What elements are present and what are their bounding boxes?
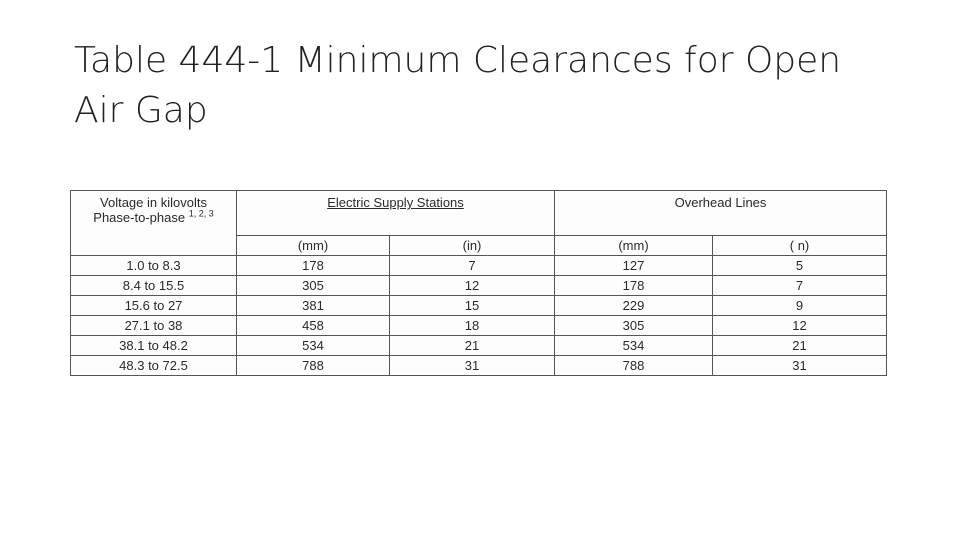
- voltage-header-line1: Voltage in kilovolts: [100, 195, 207, 210]
- ol-in-cell: 7: [713, 276, 887, 296]
- table-row: [71, 256, 887, 276]
- voltage-header-footnotes: 1, 2, 3: [188, 208, 214, 219]
- clearance-table-image: [70, 190, 886, 372]
- ess-mm-cell: 534: [237, 336, 390, 356]
- ol-in-cell: 31: [713, 356, 887, 376]
- group-header-overhead-lines: Overhead Lines: [674, 195, 767, 210]
- ess-mm-cell: 381: [237, 296, 390, 316]
- table-row: [71, 276, 887, 296]
- voltage-cell: 38.1 to 48.2: [71, 336, 237, 356]
- ess-in-cell: 21: [390, 336, 555, 356]
- group-header-cell: [555, 191, 887, 236]
- ess-in-cell: 18: [390, 316, 555, 336]
- ess-in-cell: 12: [390, 276, 555, 296]
- voltage-cell: 15.6 to 27: [71, 296, 237, 316]
- unit-header: (mm): [237, 236, 390, 256]
- ess-in-cell: 15: [390, 296, 555, 316]
- ol-mm-cell: 788: [555, 356, 713, 376]
- table-header-row: [71, 191, 887, 236]
- voltage-header-line2: Phase-to-phase: [93, 210, 186, 225]
- table-row: [71, 336, 887, 356]
- slide-title: Table 444-1 Minimum Clearances for Open Air Gap: [74, 40, 842, 131]
- ol-mm-cell: 534: [555, 336, 713, 356]
- ess-mm-cell: 788: [237, 356, 390, 376]
- table-row: [71, 296, 887, 316]
- ol-in-cell: 21: [713, 336, 887, 356]
- ol-mm-cell: 127: [555, 256, 713, 276]
- ess-mm-cell: 305: [237, 276, 390, 296]
- ess-in-cell: 31: [390, 356, 555, 376]
- ol-mm-cell: 178: [555, 276, 713, 296]
- voltage-cell: 8.4 to 15.5: [71, 276, 237, 296]
- ol-in-cell: 9: [713, 296, 887, 316]
- group-header-electric-supply-stations: Electric Supply Stations: [327, 195, 464, 210]
- voltage-cell: 27.1 to 38: [71, 316, 237, 336]
- ess-mm-cell: 458: [237, 316, 390, 336]
- table-row: [71, 316, 887, 336]
- ol-in-cell: 12: [713, 316, 887, 336]
- ol-mm-cell: 305: [555, 316, 713, 336]
- group-header-cell: [237, 191, 555, 236]
- clearance-table: [70, 190, 887, 376]
- ol-in-cell: 5: [713, 256, 887, 276]
- voltage-cell: 48.3 to 72.5: [71, 356, 237, 376]
- ess-in-cell: 7: [390, 256, 555, 276]
- unit-header: ( n): [713, 236, 887, 256]
- ol-mm-cell: 229: [555, 296, 713, 316]
- table-row: [71, 356, 887, 376]
- voltage-cell: 1.0 to 8.3: [71, 256, 237, 276]
- ess-mm-cell: 178: [237, 256, 390, 276]
- unit-header: (mm): [555, 236, 713, 256]
- voltage-header-cell: [71, 191, 237, 256]
- unit-header: (in): [390, 236, 555, 256]
